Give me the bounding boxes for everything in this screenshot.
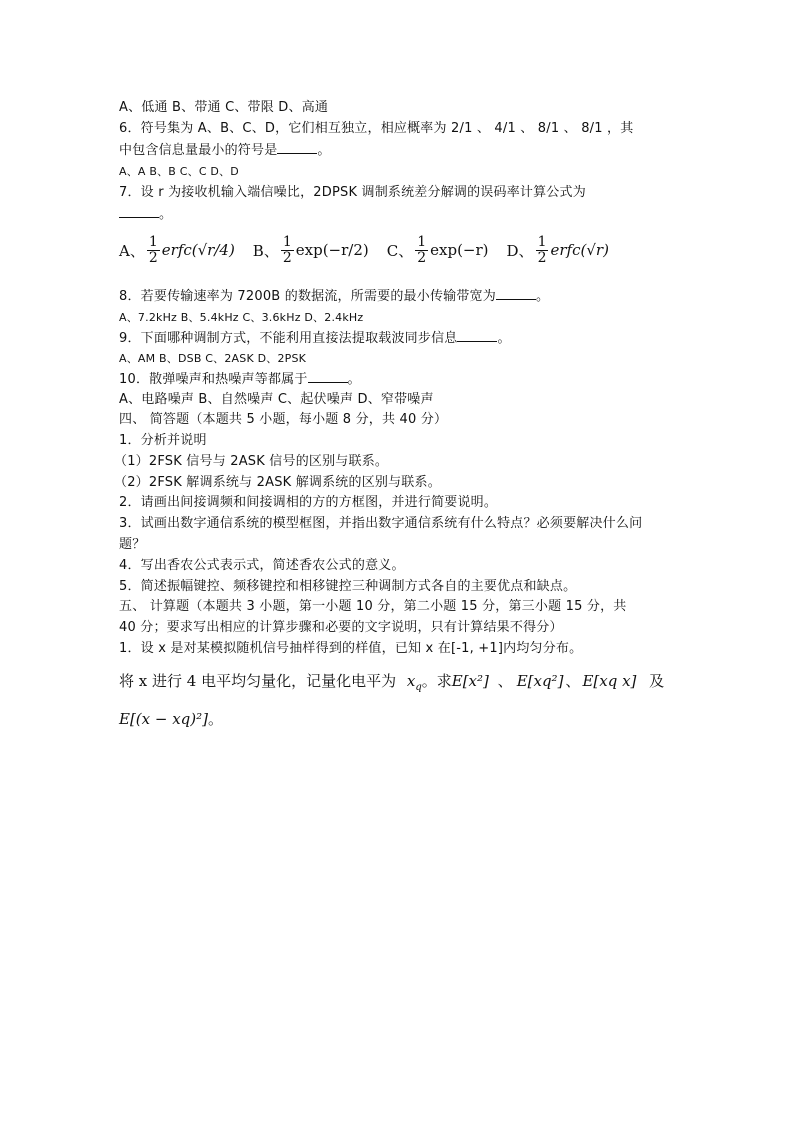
- s4-q1-part1: （1）2FSK 信号与 2ASK 信号的区别与联系。: [114, 454, 389, 469]
- q6-text-line1: 6．符号集为 A、B、C、D，它们相互独立，相应概率为 2/1 、 4/1 、 8/1 、 8/1 ，其: [119, 121, 634, 136]
- section-5-heading: 五、 计算题（本题共 3 小题，第一小题 10 分，第二小题 15 分，第三小题 15 分，共: [119, 599, 627, 614]
- s4-q3-line2: 题？: [119, 537, 146, 552]
- answer-blank: [496, 287, 536, 300]
- option-a: A、 $\frac{1}{2}$ erfc(√r/4): [119, 233, 235, 266]
- q8-options: A、7.2kHz B、5.4kHz C、3.6kHz D、2.4kHz: [119, 311, 364, 324]
- fraction: $\frac{1}{2}$: [148, 233, 158, 266]
- s5-q1-line1: 1．设 x 是对某模拟随机信号抽样得到的样值，已知 x 在[-1, +1]内均匀分布。: [119, 641, 583, 656]
- section-4-heading: 四、 简答题（本题共 5 小题，每小题 8 分，共 40 分）: [119, 412, 448, 427]
- fraction: $\frac{1}{2}$: [417, 233, 427, 266]
- s4-q3-line1: 3．试画出数字通信系统的模型框图，并指出数字通信系统有什么特点？必须要解决什么问: [119, 516, 643, 531]
- s4-q4: 4．写出香农公式表示式，简述香农公式的意义。: [119, 558, 405, 573]
- q7-text-line1: 7．设 r 为接收机输入端信噪比，2DPSK 调制系统差分解调的误码率计算公式为: [119, 185, 586, 200]
- option-d: D、 $\frac{1}{2}$ erfc(√r): [506, 233, 609, 266]
- s5-q1-math-line1: 将 x 进行 4 电平均匀量化，记量化电平为 $x_q$。求E[x²] 、 E[xq²] 、 E[xq x] 及: [119, 672, 665, 693]
- option-c: C、 $\frac{1}{2}$ exp(−r): [386, 233, 489, 266]
- s5-q1-math-line2: E[(x − xq)²]。: [119, 710, 224, 728]
- answer-blank: [119, 205, 159, 218]
- q10-options: A、电路噪声 B、自然噪声 C、起伏噪声 D、窄带噪声: [119, 392, 434, 407]
- s4-q2: 2．请画出间接调频和间接调相的方的方框图，并进行简要说明。: [119, 495, 498, 510]
- q9-text: 9．下面哪种调制方式，不能利用直接法提取载波同步信息 。: [119, 331, 511, 346]
- q9-options: A、AM B、DSB C、2ASK D、2PSK: [119, 352, 307, 365]
- option-b: B、 $\frac{1}{2}$ exp(−r/2): [252, 233, 369, 266]
- q6-text-line2: 中包含信息量最小的符号是 。: [119, 143, 331, 158]
- s4-q1-part2: （2）2FSK 解调系统与 2ASK 解调系统的区别与联系。: [114, 475, 441, 490]
- s4-q5: 5．简述振幅键控、频移键控和相移键控三种调制方式各自的主要优点和缺点。: [119, 579, 577, 594]
- q7-text-line2: 。: [119, 205, 172, 223]
- fraction: $\frac{1}{2}$: [282, 233, 292, 266]
- answer-blank: [457, 329, 497, 342]
- q8-text: 8．若要传输速率为 7200B 的数据流，所需要的最小传输带宽为 。: [119, 289, 550, 304]
- q6-options: A、A B、B C、C D、D: [119, 165, 239, 178]
- section-5-note: 40 分；要求写出相应的计算步骤和必要的文字说明，只有计算结果不得分）: [119, 620, 563, 635]
- q5-options: A、低通 B、带通 C、带限 D、高通: [119, 100, 329, 115]
- q10-text: 10．散弹噪声和热噪声等都属于 。: [119, 372, 361, 387]
- s4-q1: 1．分析并说明: [119, 433, 207, 448]
- fraction: $\frac{1}{2}$: [537, 233, 547, 266]
- answer-blank: [277, 141, 317, 154]
- q7-formula-options: [119, 230, 679, 270]
- answer-blank: [308, 370, 348, 383]
